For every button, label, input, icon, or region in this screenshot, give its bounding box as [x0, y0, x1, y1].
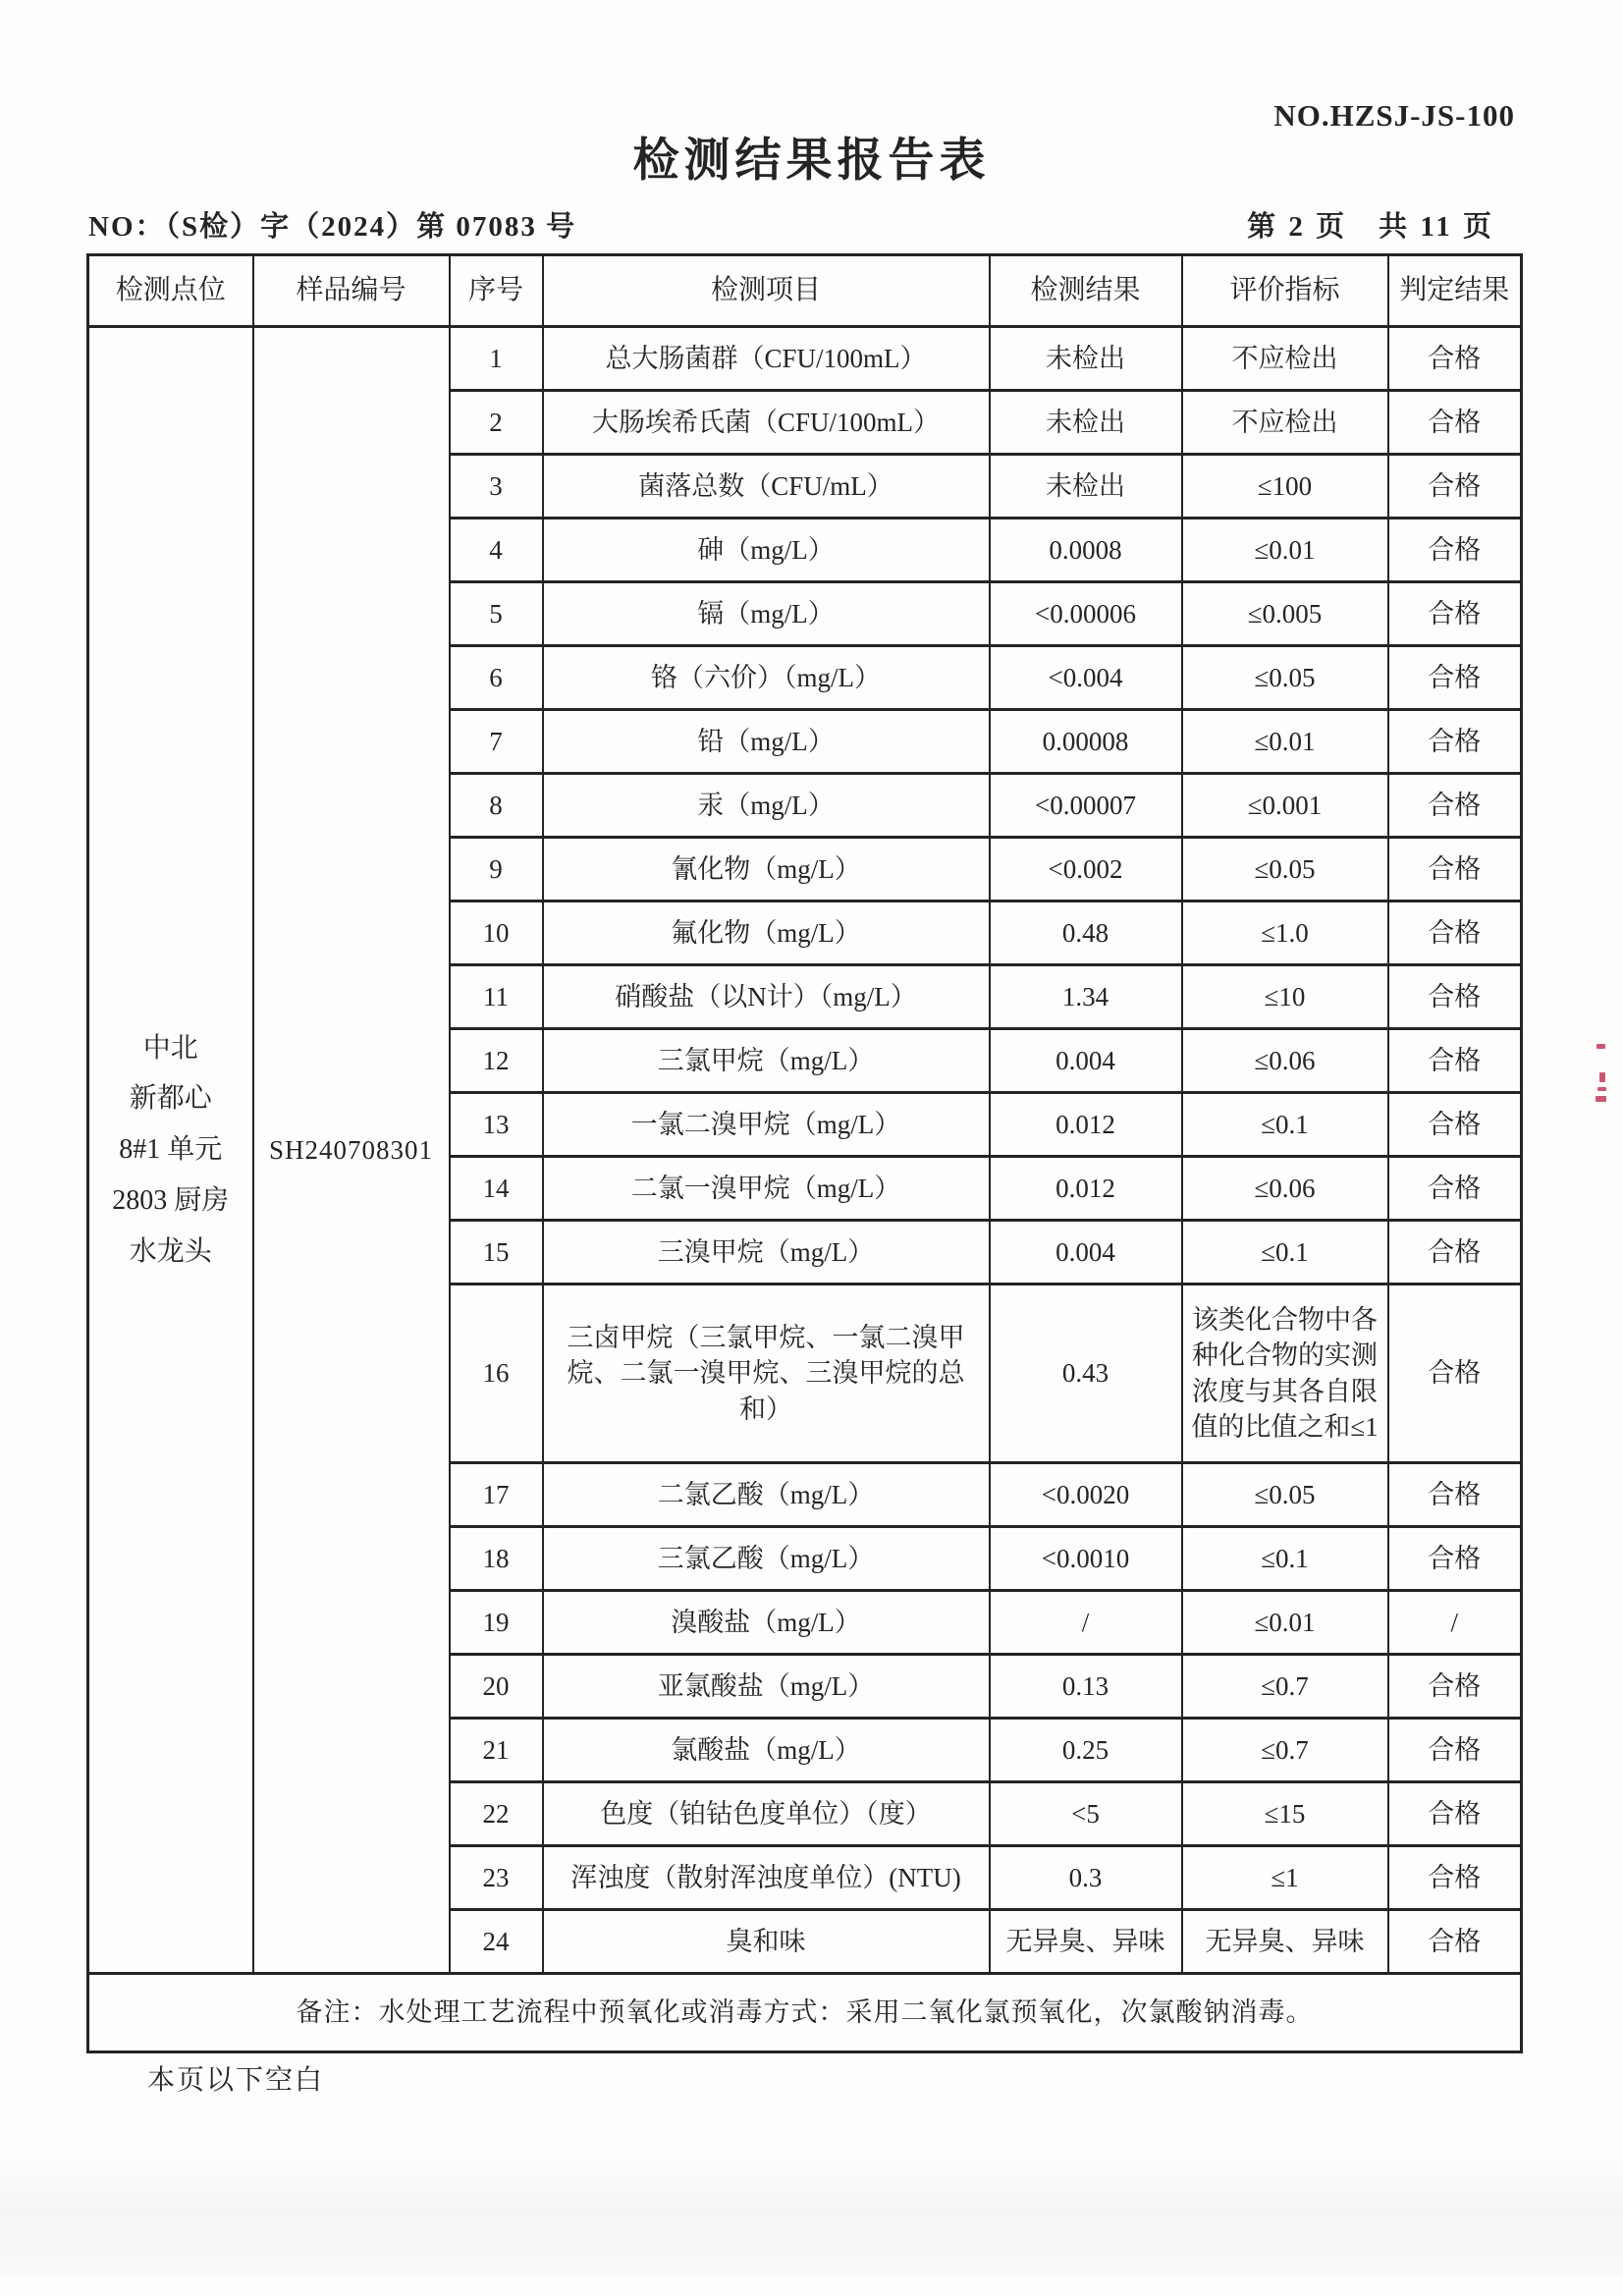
item-cell: 二氯乙酸（mg/L）: [543, 1463, 990, 1527]
result-cell: 0.3: [990, 1846, 1182, 1910]
row-number-cell: 21: [450, 1719, 543, 1782]
result-cell: 未检出: [990, 455, 1182, 519]
judgment-cell: 合格: [1388, 1910, 1522, 1974]
judgment-cell: 合格: [1388, 1463, 1522, 1527]
result-cell: 0.13: [990, 1655, 1182, 1719]
row-number-cell: 20: [450, 1655, 543, 1719]
item-cell: 三溴甲烷（mg/L）: [543, 1221, 990, 1285]
standard-cell: 无异臭、异味: [1182, 1910, 1388, 1974]
document-code: NO.HZSJ-JS-100: [1273, 98, 1515, 133]
result-cell: <0.00007: [990, 774, 1182, 838]
result-cell: 0.012: [990, 1093, 1182, 1157]
item-cell: 三卤甲烷（三氯甲烷、一氯二溴甲烷、二氯一溴甲烷、三溴甲烷的总和）: [543, 1285, 990, 1463]
item-cell: 三氯甲烷（mg/L）: [543, 1029, 990, 1093]
row-number-cell: 19: [450, 1591, 543, 1655]
item-cell: 二氯一溴甲烷（mg/L）: [543, 1157, 990, 1221]
standard-cell: ≤1.0: [1182, 902, 1388, 965]
standard-cell: ≤0.01: [1182, 710, 1388, 774]
item-cell: 铅（mg/L）: [543, 710, 990, 774]
standard-cell: ≤0.01: [1182, 519, 1388, 582]
row-number-cell: 22: [450, 1782, 543, 1846]
col-header-site: 检测点位: [88, 255, 253, 327]
sample-id-cell: SH240708301: [253, 327, 450, 1974]
result-cell: 0.004: [990, 1029, 1182, 1093]
result-cell: <0.00006: [990, 582, 1182, 646]
note-cell: 备注：水处理工艺流程中预氧化或消毒方式：采用二氧化氯预氧化，次氯酸钠消毒。: [88, 1974, 1522, 2052]
red-ink-mark: [1599, 1072, 1605, 1082]
item-cell: 三氯乙酸（mg/L）: [543, 1527, 990, 1591]
item-cell: 氟化物（mg/L）: [543, 902, 990, 965]
judgment-cell: 合格: [1388, 455, 1522, 519]
judgment-cell: 合格: [1388, 1157, 1522, 1221]
standard-cell: ≤100: [1182, 455, 1388, 519]
judgment-cell: 合格: [1388, 774, 1522, 838]
judgment-cell: 合格: [1388, 1093, 1522, 1157]
site-line: 8#1 单元: [119, 1134, 223, 1166]
result-cell: 1.34: [990, 965, 1182, 1029]
judgment-cell: 合格: [1388, 327, 1522, 391]
item-cell: 臭和味: [543, 1910, 990, 1974]
judgment-cell: 合格: [1388, 1029, 1522, 1093]
result-cell: <0.0020: [990, 1463, 1182, 1527]
item-cell: 菌落总数（CFU/mL）: [543, 455, 990, 519]
result-cell: <0.002: [990, 838, 1182, 902]
item-cell: 色度（铂钴色度单位）（度）: [543, 1782, 990, 1846]
judgment-cell: 合格: [1388, 1846, 1522, 1910]
judgment-cell: 合格: [1388, 519, 1522, 582]
blank-below-note: 本页以下空白: [147, 2065, 325, 2096]
red-ink-mark: [1596, 1096, 1606, 1102]
row-number-cell: 10: [450, 902, 543, 965]
standard-cell: ≤0.005: [1182, 582, 1388, 646]
standard-cell: ≤0.06: [1182, 1029, 1388, 1093]
report-number: NO：（S检）字（2024）第 07083 号: [88, 211, 577, 243]
item-cell: 溴酸盐（mg/L）: [543, 1591, 990, 1655]
col-header-index: 序号: [450, 255, 543, 327]
row-number-cell: 12: [450, 1029, 543, 1093]
result-cell: 0.00008: [990, 710, 1182, 774]
standard-cell: ≤0.1: [1182, 1093, 1388, 1157]
col-header-result: 检测结果: [990, 255, 1182, 327]
result-cell: 0.25: [990, 1719, 1182, 1782]
judgment-cell: 合格: [1388, 902, 1522, 965]
col-header-item: 检测项目: [543, 255, 990, 327]
row-number-cell: 13: [450, 1093, 543, 1157]
result-cell: <0.0010: [990, 1527, 1182, 1591]
note-row: [88, 1974, 1522, 2052]
result-cell: 未检出: [990, 391, 1182, 455]
site-line: 新都心: [129, 1083, 212, 1115]
site-line: 水龙头: [129, 1235, 212, 1267]
item-cell: 大肠埃希氏菌（CFU/100mL）: [543, 391, 990, 455]
judgment-cell: 合格: [1388, 1221, 1522, 1285]
page-title: 检测结果报告表: [632, 136, 991, 187]
standard-cell: ≤0.05: [1182, 838, 1388, 902]
item-cell: 亚氯酸盐（mg/L）: [543, 1655, 990, 1719]
standard-cell: ≤0.06: [1182, 1157, 1388, 1221]
row-number-cell: 15: [450, 1221, 543, 1285]
item-cell: 铬（六价）（mg/L）: [543, 646, 990, 710]
standard-cell: ≤0.1: [1182, 1221, 1388, 1285]
judgment-cell: 合格: [1388, 1655, 1522, 1719]
standard-cell: ≤1: [1182, 1846, 1388, 1910]
row-number-cell: 16: [450, 1285, 543, 1463]
standard-cell: ≤0.01: [1182, 1591, 1388, 1655]
result-cell: 未检出: [990, 327, 1182, 391]
standard-cell: ≤0.05: [1182, 646, 1388, 710]
judgment-cell: 合格: [1388, 1527, 1522, 1591]
result-cell: 0.48: [990, 902, 1182, 965]
standard-cell: ≤0.7: [1182, 1719, 1388, 1782]
judgment-cell: 合格: [1388, 646, 1522, 710]
judgment-cell: 合格: [1388, 838, 1522, 902]
judgment-cell: 合格: [1388, 391, 1522, 455]
item-cell: 砷（mg/L）: [543, 519, 990, 582]
judgment-cell: 合格: [1388, 710, 1522, 774]
result-cell: 0.004: [990, 1221, 1182, 1285]
result-cell: 0.012: [990, 1157, 1182, 1221]
standard-cell: 该类化合物中各种化合物的实测浓度与其各自限值的比值之和≤1: [1182, 1285, 1388, 1463]
row-number-cell: 9: [450, 838, 543, 902]
red-ink-mark: [1597, 1087, 1606, 1091]
standard-cell: ≤0.1: [1182, 1527, 1388, 1591]
standard-cell: ≤10: [1182, 965, 1388, 1029]
standard-cell: 不应检出: [1182, 391, 1388, 455]
item-cell: 总大肠菌群（CFU/100mL）: [543, 327, 990, 391]
judgment-cell: /: [1388, 1591, 1522, 1655]
item-cell: 一氯二溴甲烷（mg/L）: [543, 1093, 990, 1157]
row-number-cell: 7: [450, 710, 543, 774]
site-cell: [88, 327, 253, 1974]
row-number-cell: 18: [450, 1527, 543, 1591]
row-number-cell: 4: [450, 519, 543, 582]
site-line: 中北: [142, 1032, 198, 1064]
site-line: 2803 厨房: [112, 1184, 230, 1216]
standard-cell: ≤0.7: [1182, 1655, 1388, 1719]
row-number-cell: 11: [450, 965, 543, 1029]
results-table: [86, 253, 1523, 2053]
col-header-judgment: 判定结果: [1388, 255, 1522, 327]
meta-row: [88, 204, 1494, 245]
col-header-standard: 评价指标: [1182, 255, 1388, 327]
row-number-cell: 1: [450, 327, 543, 391]
result-cell: 0.0008: [990, 519, 1182, 582]
row-number-cell: 3: [450, 455, 543, 519]
standard-cell: 不应检出: [1182, 327, 1388, 391]
judgment-cell: 合格: [1388, 582, 1522, 646]
row-number-cell: 17: [450, 1463, 543, 1527]
item-cell: 氯酸盐（mg/L）: [543, 1719, 990, 1782]
row-number-cell: 5: [450, 582, 543, 646]
item-cell: 浑浊度（散射浑浊度单位）(NTU): [543, 1846, 990, 1910]
scan-shadow: [0, 2156, 1623, 2278]
standard-cell: ≤0.001: [1182, 774, 1388, 838]
row-number-cell: 24: [450, 1910, 543, 1974]
red-ink-mark: [1596, 1044, 1605, 1049]
row-number-cell: 6: [450, 646, 543, 710]
table-header-row: [88, 255, 1522, 327]
row-number-cell: 23: [450, 1846, 543, 1910]
row-number-cell: 14: [450, 1157, 543, 1221]
item-cell: 氰化物（mg/L）: [543, 838, 990, 902]
judgment-cell: 合格: [1388, 1719, 1522, 1782]
judgment-cell: 合格: [1388, 965, 1522, 1029]
table-row: [88, 327, 1522, 391]
page-indicator: 第 2 页 共 11 页: [1247, 211, 1494, 243]
item-cell: 镉（mg/L）: [543, 582, 990, 646]
result-cell: <0.004: [990, 646, 1182, 710]
item-cell: 汞（mg/L）: [543, 774, 990, 838]
result-cell: 0.43: [990, 1285, 1182, 1463]
standard-cell: ≤15: [1182, 1782, 1388, 1846]
judgment-cell: 合格: [1388, 1285, 1522, 1463]
result-cell: /: [990, 1591, 1182, 1655]
row-number-cell: 8: [450, 774, 543, 838]
result-cell: <5: [990, 1782, 1182, 1846]
standard-cell: ≤0.05: [1182, 1463, 1388, 1527]
col-header-sample-id: 样品编号: [253, 255, 450, 327]
item-cell: 硝酸盐（以N计）（mg/L）: [543, 965, 990, 1029]
judgment-cell: 合格: [1388, 1782, 1522, 1846]
row-number-cell: 2: [450, 391, 543, 455]
result-cell: 无异臭、异味: [990, 1910, 1182, 1974]
